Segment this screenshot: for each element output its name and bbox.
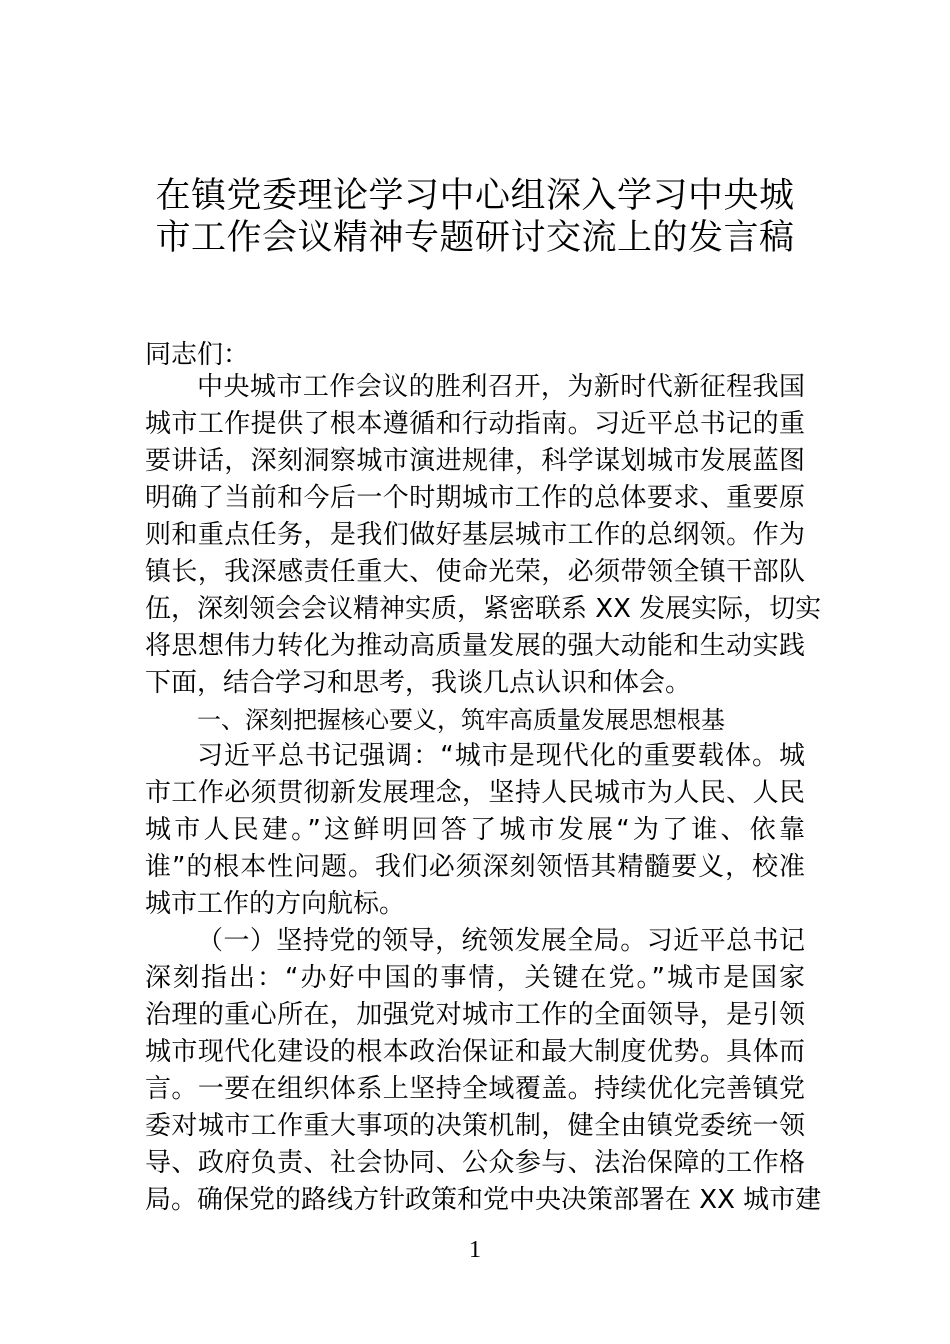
paragraph-line: 局。确保党的路线方针政策和党中央决策部署在 XX 城市建 [145,1185,822,1215]
document-title-line-2: 市工作会议精神专题研讨交流上的发言稿 [155,218,795,258]
paragraph-line: 城市工作的方向航标。 [145,889,406,919]
paragraph-line: 城市工作提供了根本遵循和行动指南。习近平总书记的重 [145,409,805,439]
paragraph-line: 要讲话，深刻洞察城市演进规律，科学谋划城市发展蓝图 [145,446,805,476]
paragraph-line: 则和重点任务，是我们做好基层城市工作的总纲领。作为 [145,520,805,550]
paragraph-line: 伍，深刻领会会议精神实质，紧密联系 XX 发展实际，切实 [145,594,822,624]
paragraph-line: 镇长，我深感责任重大、使命光荣，必须带领全镇干部队 [145,557,805,587]
section-heading: 一、深刻把握核心要义，筑牢高质量发展思想根基 [197,706,725,734]
salutation: 同志们： [145,340,250,370]
paragraph-line: 谁”的根本性问题。我们必须深刻领悟其精髓要义，校准 [145,852,805,882]
paragraph-line: 导、政府负责、社会协同、公众参与、法治保障的工作格 [145,1148,805,1178]
paragraph-line: 市工作必须贯彻新发展理念，坚持人民城市为人民、人民 [145,778,805,808]
paragraph-line: （一）坚持党的领导，统领发展全局。习近平总书记 [197,926,805,956]
paragraph-line: 中央城市工作会议的胜利召开，为新时代新征程我国 [197,372,805,402]
paragraph-line: 习近平总书记强调：“城市是现代化的重要载体。城 [197,741,805,771]
page-number: 1 [469,1237,481,1263]
paragraph-line: 将思想伟力转化为推动高质量发展的强大动能和生动实践 [145,631,805,661]
paragraph-line: 治理的重心所在，加强党对城市工作的全面领导，是引领 [145,1000,805,1030]
paragraph-line: 城市人民建。”这鲜明回答了城市发展“为了谁、依靠 [145,815,805,845]
paragraph-line: 明确了当前和今后一个时期城市工作的总体要求、重要原 [145,483,805,513]
paragraph-line: 城市现代化建设的根本政治保证和最大制度优势。具体而 [145,1037,805,1067]
paragraph-line: 深刻指出：“办好中国的事情，关键在党。”城市是国家 [145,963,805,993]
paragraph-line: 委对城市工作重大事项的决策机制，健全由镇党委统一领 [145,1111,805,1141]
paragraph-line: 下面，结合学习和思考，我谈几点认识和体会。 [145,668,692,698]
paragraph-line: 言。一要在组织体系上坚持全域覆盖。持续优化完善镇党 [145,1074,805,1104]
document-title-line-1: 在镇党委理论学习中心组深入学习中央城 [155,176,795,216]
